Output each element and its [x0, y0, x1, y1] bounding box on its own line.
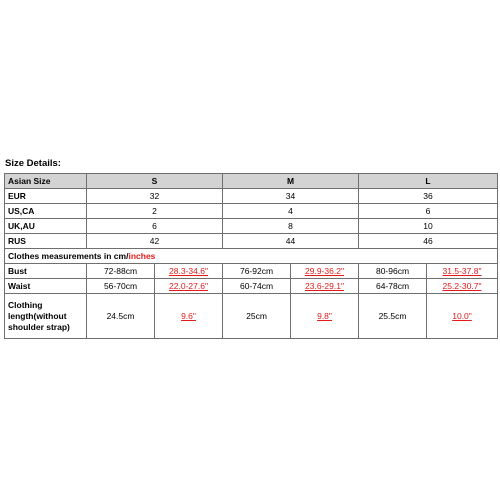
- inch-value: 31.5-37.8": [427, 264, 498, 279]
- size-s-header: S: [87, 174, 223, 189]
- size-value: 6: [87, 219, 223, 234]
- cm-value: 25cm: [223, 294, 291, 339]
- conversion-row-uk-au: [5, 219, 498, 234]
- cm-value: 76-92cm: [223, 264, 291, 279]
- row-label: Waist: [5, 279, 87, 294]
- inch-value: 25.2-30.7": [427, 279, 498, 294]
- size-value: 46: [359, 234, 498, 249]
- size-header-label: Asian Size: [5, 174, 87, 189]
- inch-value: 23.6-29.1": [291, 279, 359, 294]
- measurement-row-clothing-length: [5, 294, 498, 339]
- inch-value: 29.9-36.2": [291, 264, 359, 279]
- row-label: US,CA: [5, 204, 87, 219]
- size-value: 34: [223, 189, 359, 204]
- measurements-header-inches: inches: [128, 251, 156, 261]
- measurements-header-row: [5, 249, 498, 264]
- row-label: UK,AU: [5, 219, 87, 234]
- conversion-row-us-ca: [5, 204, 498, 219]
- size-value: 4: [223, 204, 359, 219]
- size-value: 42: [87, 234, 223, 249]
- cm-value: 25.5cm: [359, 294, 427, 339]
- size-value: 10: [359, 219, 498, 234]
- row-label: EUR: [5, 189, 87, 204]
- size-value: 44: [223, 234, 359, 249]
- inch-value: 22.0-27.6": [155, 279, 223, 294]
- size-table: [4, 173, 498, 339]
- cm-value: 60-74cm: [223, 279, 291, 294]
- row-label: Clothing length(without shoulder strap): [5, 294, 87, 339]
- page-title: Size Details:: [5, 158, 61, 169]
- inch-value: 9.6": [155, 294, 223, 339]
- size-value: 36: [359, 189, 498, 204]
- conversion-row-eur: [5, 189, 498, 204]
- cm-value: 24.5cm: [87, 294, 155, 339]
- size-header-row: [5, 174, 498, 189]
- measurements-header-prefix: Clothes measurements in cm/: [8, 251, 129, 261]
- conversion-row-rus: [5, 234, 498, 249]
- cm-value: 56-70cm: [87, 279, 155, 294]
- measurement-row-waist: [5, 279, 498, 294]
- row-label: Bust: [5, 264, 87, 279]
- size-m-header: M: [223, 174, 359, 189]
- measurements-header: [5, 249, 498, 264]
- size-value: 8: [223, 219, 359, 234]
- row-label: RUS: [5, 234, 87, 249]
- size-value: 6: [359, 204, 498, 219]
- inch-value: 9.8": [291, 294, 359, 339]
- cm-value: 72-88cm: [87, 264, 155, 279]
- cm-value: 64-78cm: [359, 279, 427, 294]
- inch-value: 10.0": [427, 294, 498, 339]
- measurement-row-bust: [5, 264, 498, 279]
- size-l-header: L: [359, 174, 498, 189]
- inch-value: 28.3-34.6": [155, 264, 223, 279]
- size-value: 32: [87, 189, 223, 204]
- cm-value: 80-96cm: [359, 264, 427, 279]
- size-value: 2: [87, 204, 223, 219]
